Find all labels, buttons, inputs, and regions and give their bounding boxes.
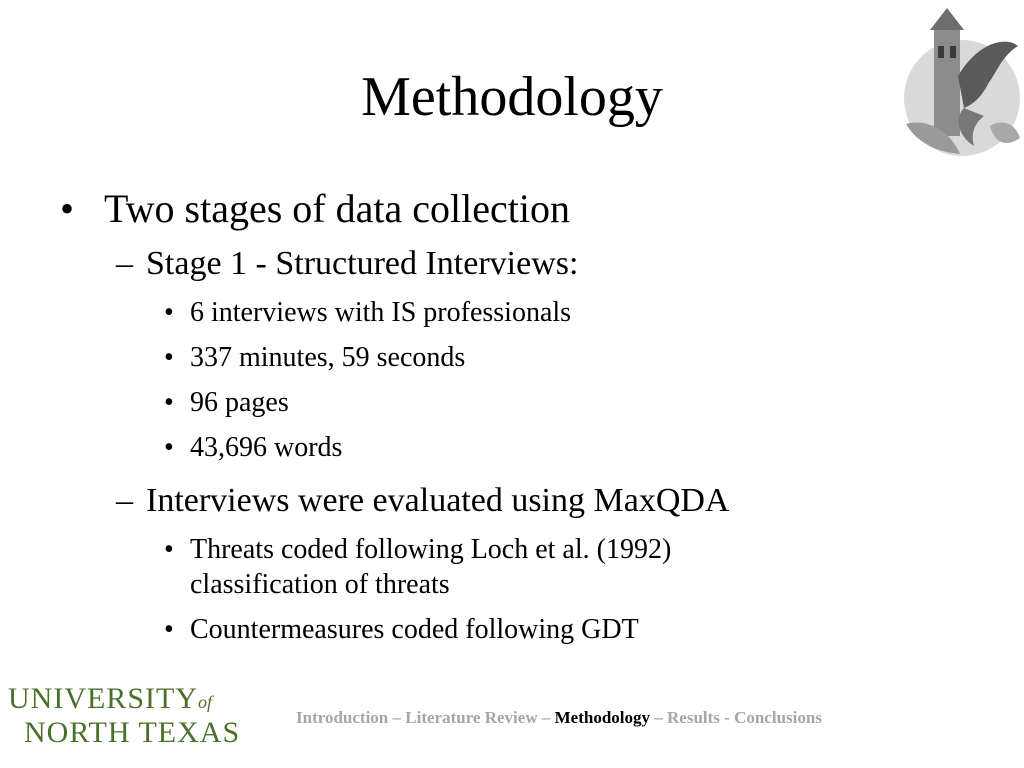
dash-icon: – <box>116 482 133 519</box>
bullet-icon: • <box>164 297 174 328</box>
bullet-icon: • <box>164 432 174 463</box>
slide-title: Methodology <box>361 66 663 128</box>
slide-body <box>60 180 960 657</box>
sub-bullet-text: Interviews were evaluated using MaxQDA <box>146 482 730 519</box>
list-item-text: Threats coded following Loch et al. (1992) classification of threats <box>190 534 672 600</box>
bullet-icon: • <box>164 342 174 373</box>
list-item-text: 43,696 words <box>190 432 343 463</box>
eagle-tower-emblem-icon <box>898 6 1022 158</box>
bullet-icon: • <box>164 387 174 418</box>
university-logo <box>8 682 241 754</box>
list-item <box>60 295 960 330</box>
logo-university-text: UNIVERSITY <box>8 682 198 715</box>
sub-bullet-maxqda <box>60 475 960 527</box>
list-item-text: Countermeasures coded following GDT <box>190 614 639 645</box>
bullet-icon: • <box>164 614 174 645</box>
nav-methodology-current: Methodology <box>554 708 650 727</box>
nav-separator: – <box>650 708 667 727</box>
sub-bullet-stage1 <box>60 238 960 290</box>
list-item-text: 96 pages <box>190 387 289 418</box>
bullet-icon: • <box>164 534 174 565</box>
list-item <box>60 340 960 375</box>
nav-results: Results <box>667 708 720 727</box>
nav-conclusions: Conclusions <box>734 708 822 727</box>
list-item <box>60 385 960 420</box>
dash-icon: – <box>116 245 133 282</box>
bullet-icon: • <box>60 186 75 231</box>
list-item <box>60 612 960 647</box>
main-bullet-item <box>60 180 960 238</box>
nav-separator: – <box>388 708 406 727</box>
footer-navigation <box>296 708 936 728</box>
list-item <box>60 532 810 602</box>
nav-separator: - <box>719 708 735 727</box>
logo-of-text: of <box>198 692 213 712</box>
list-item <box>60 430 960 465</box>
list-item-text: 6 interviews with IS professionals <box>190 297 572 328</box>
nav-literature-review: Literature Review <box>405 708 538 727</box>
nav-separator: – <box>537 708 555 727</box>
nav-introduction: Introduction <box>296 708 389 727</box>
list-item-text: 337 minutes, 59 seconds <box>190 342 466 373</box>
logo-north-texas-text: NORTH TEXAS <box>24 716 241 749</box>
sub-bullet-text: Stage 1 - Structured Interviews: <box>146 245 579 282</box>
main-bullet-text: Two stages of data collection <box>104 186 570 231</box>
